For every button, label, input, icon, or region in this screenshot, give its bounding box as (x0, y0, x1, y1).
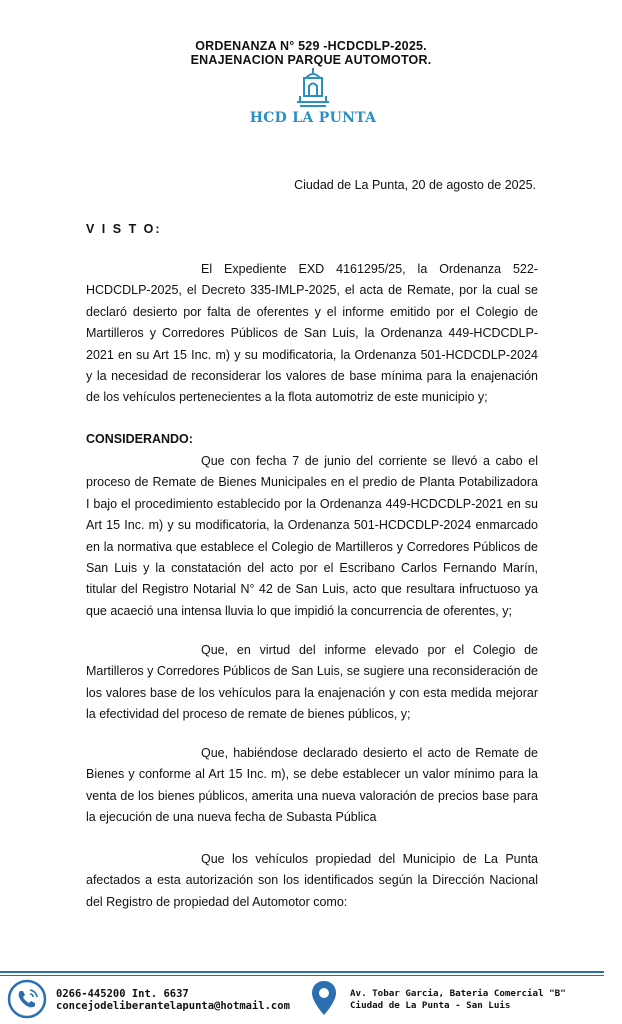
visto-heading: V I S T O: (86, 222, 162, 236)
logo-text: HCD LA PUNTA (249, 110, 377, 126)
hcd-logo (248, 66, 378, 128)
considerando-paragraph: Que con fecha 7 de junio del corriente se llevó a cabo el proceso de Remate de Bienes Municipales en el predio de Planta Potabilizadora I bajo el procedimiento establecido por la Ordenanza 449-HCDCDLP-2021 en su Art 15 Inc. m) y su modificatoria, la Ordenanza 501-HCDCDLP-2024 enmarcado en la normativa que establece el Colegio de Martilleros y Corredores Públicos de San Luis y la constatación del acto por el Escribano Carlos Fernando Marín, titular del Registro Notarial N° 42 de San Luis, acto que resultara infructuoso ya que acaeció una intensa lluvia lo que impidió la concurrencia de oferentes, y; (86, 454, 538, 618)
footer-divider (0, 971, 604, 973)
footer-phone: 0266-445200 Int. 6637 (56, 988, 189, 1000)
building-icon (292, 66, 334, 108)
phone-icon (6, 978, 48, 1020)
footer-contact (56, 988, 290, 1012)
footer-address (350, 988, 566, 1012)
ordinance-title: ORDENANZA N° 529 -HCDCDLP-2025. (195, 39, 427, 53)
visto-paragraph: El Expediente EXD 4161295/25, la Ordenanza 522-HCDCDLP-2025, el Decreto 335-IMLP-2025, el acta de Remate, por la cual se declaró desierto por falta de oferentes y el informe emitido por el Colegio de Martilleros y Corredores Públicos de San Luis, la Ordenanza 449-HCDCDLP-2021 en su Art 15 Inc. m) y su modificatoria, la Ordenanza 501-HCDCDLP-2024 y la necesidad de reconsiderar los valores de base mínima para la enajenación de los vehículos pertenecientes a la flota automotriz de este municipio y; (86, 262, 538, 405)
document-date: Ciudad de La Punta, 20 de agosto de 2025. (294, 178, 536, 192)
considerando-heading: CONSIDERANDO: (86, 432, 193, 446)
footer-email: concejodeliberantelapunta@hotmail.com (56, 1000, 290, 1012)
location-pin-icon (310, 980, 338, 1016)
considerando-paragraph: Que, habiéndose declarado desierto el acto de Remate de Bienes y conforme al Art 15 Inc. m), se debe establecer un valor mínimo para la venta de los bienes públicos, amerita una nueva valoración de precios base para la ejecución de una nueva fecha de Subasta Pública (86, 746, 538, 825)
considerando-paragraph: Que, en virtud del informe elevado por el Colegio de Martilleros y Corredores Públicos de San Luis, se sugiere una reconsideración de los valores base de los vehículos para la enajenación y con esta medida mejorar la efectividad del proceso de remate de bienes públicos, y; (86, 643, 538, 722)
ordinance-subtitle: ENAJENACION PARQUE AUTOMOTOR. (190, 53, 432, 67)
considerando-paragraph: Que los vehículos propiedad del Municipio de La Punta afectados a esta autorización son los identificados según la Dirección Nacional del Registro de propiedad del Automotor como: (86, 852, 538, 909)
footer-address-line1: Av. Tobar Garcia, Bateria Comercial "B" (350, 988, 566, 999)
footer-address-line2: Ciudad de La Punta - San Luis (350, 1000, 511, 1011)
footer-divider (0, 975, 604, 976)
